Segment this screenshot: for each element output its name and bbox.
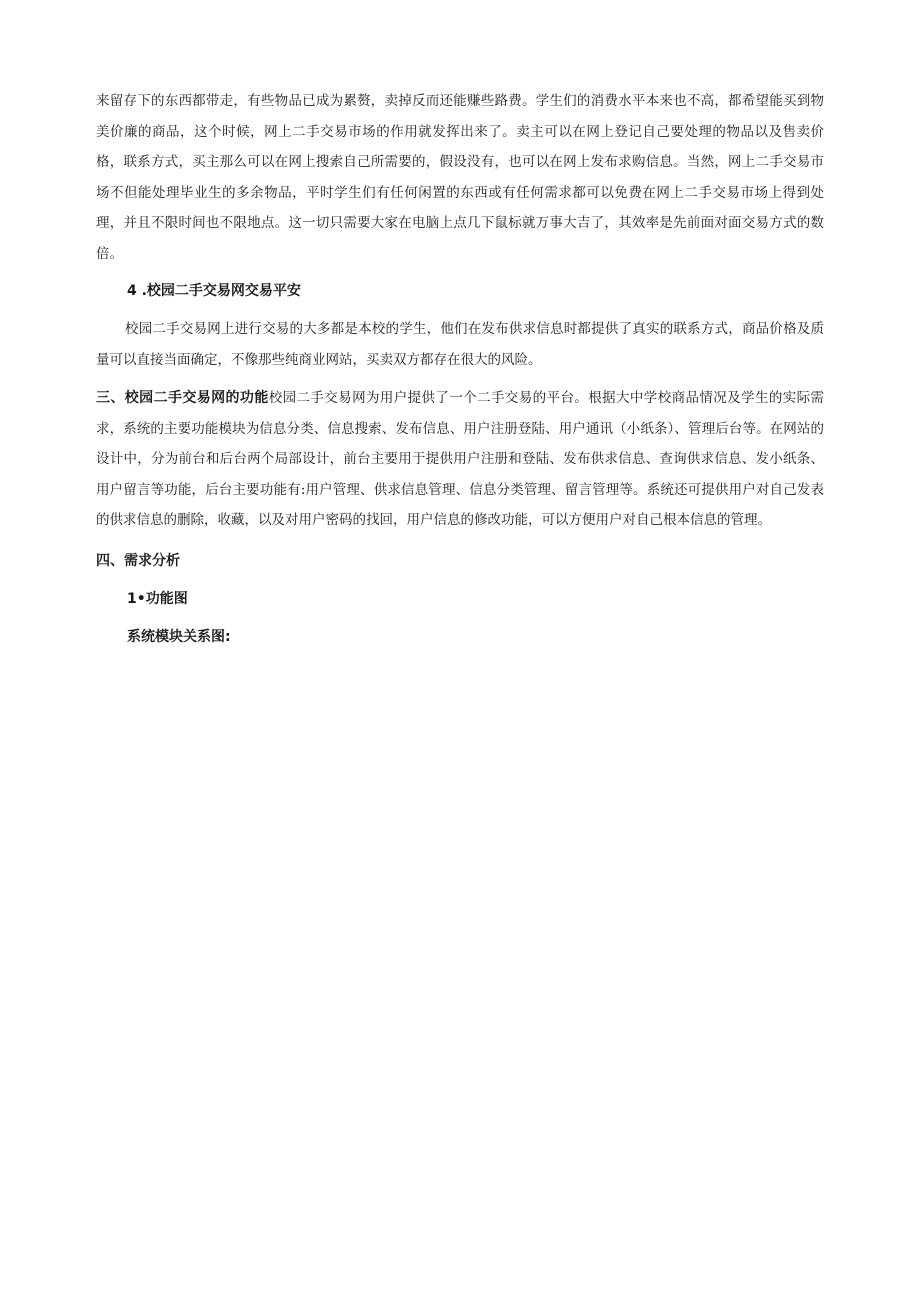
module-relation-heading: 系统模块关系图:: [127, 628, 231, 645]
section-4-paragraph: 校园二手交易网上进行交易的大多都是本校的学生，他们在发布供求信息时都提供了真实的联系方式，商品价格及质量可以直接当面确定，不像那些纯商业网站，买卖双方都存在很大的风险。: [96, 321, 824, 368]
section-three-heading: 三、校园二手交易网的功能: [96, 390, 269, 406]
section-three-body: 校园二手交易网为用户提供了一个二手交易的平台。根据大中学校商品情况及学生的实际需求，系统的主要功能模块为信息分类、信息搜索、发布信息、用户注册登陆、用户通讯（小纸条）、管理后台等。在网站的设计中，分为前台和后台两个局部设计，前台主要用于提供用户注册和登陆、发布供求信息、查询供求信息、发小纸条、用户留言等功能，后台主要功能有:用户管理、供求信息管理、信息分类管理、留言管理等。系统还可提供用户对自己发表的供求信息的删除，收藏，以及对用户密码的找回，用户信息的修改功能，可以方便用户对自己根本信息的管理。: [96, 390, 825, 528]
document-page: [96, 86, 824, 652]
intro-paragraph: 来留存下的东西都带走，有些物品已成为累赘，卖掉反而还能赚些路费。学生们的消费水平本来也不高，都希望能买到物美价廉的商品，这个时候，网上二手交易市场的作用就发挥出来了。卖主可以在网上登记自己要处理的物品以及售卖价格，联系方式，买主那么可以在网上搜索自己所需要的，假设没有，也可以在网上发布求购信息。当然，网上二手交易市场不但能处理毕业生的多余物品，平时学生们有任何闲置的东西或有任何需求都可以免费在网上二手交易市场上得到处理，并且不限时间也不限地点。这一切只需要大家在电脑上点几下鼠标就万事大吉了，其效率是先前面对面交易方式的数倍。: [96, 93, 824, 262]
function-diagram-heading: 1•功能图: [127, 590, 188, 607]
section-three-paragraph: [96, 383, 824, 536]
section-four-heading: 四、需求分析: [96, 552, 180, 569]
section-4-heading: 4 .校园二手交易网交易平安: [127, 283, 301, 299]
